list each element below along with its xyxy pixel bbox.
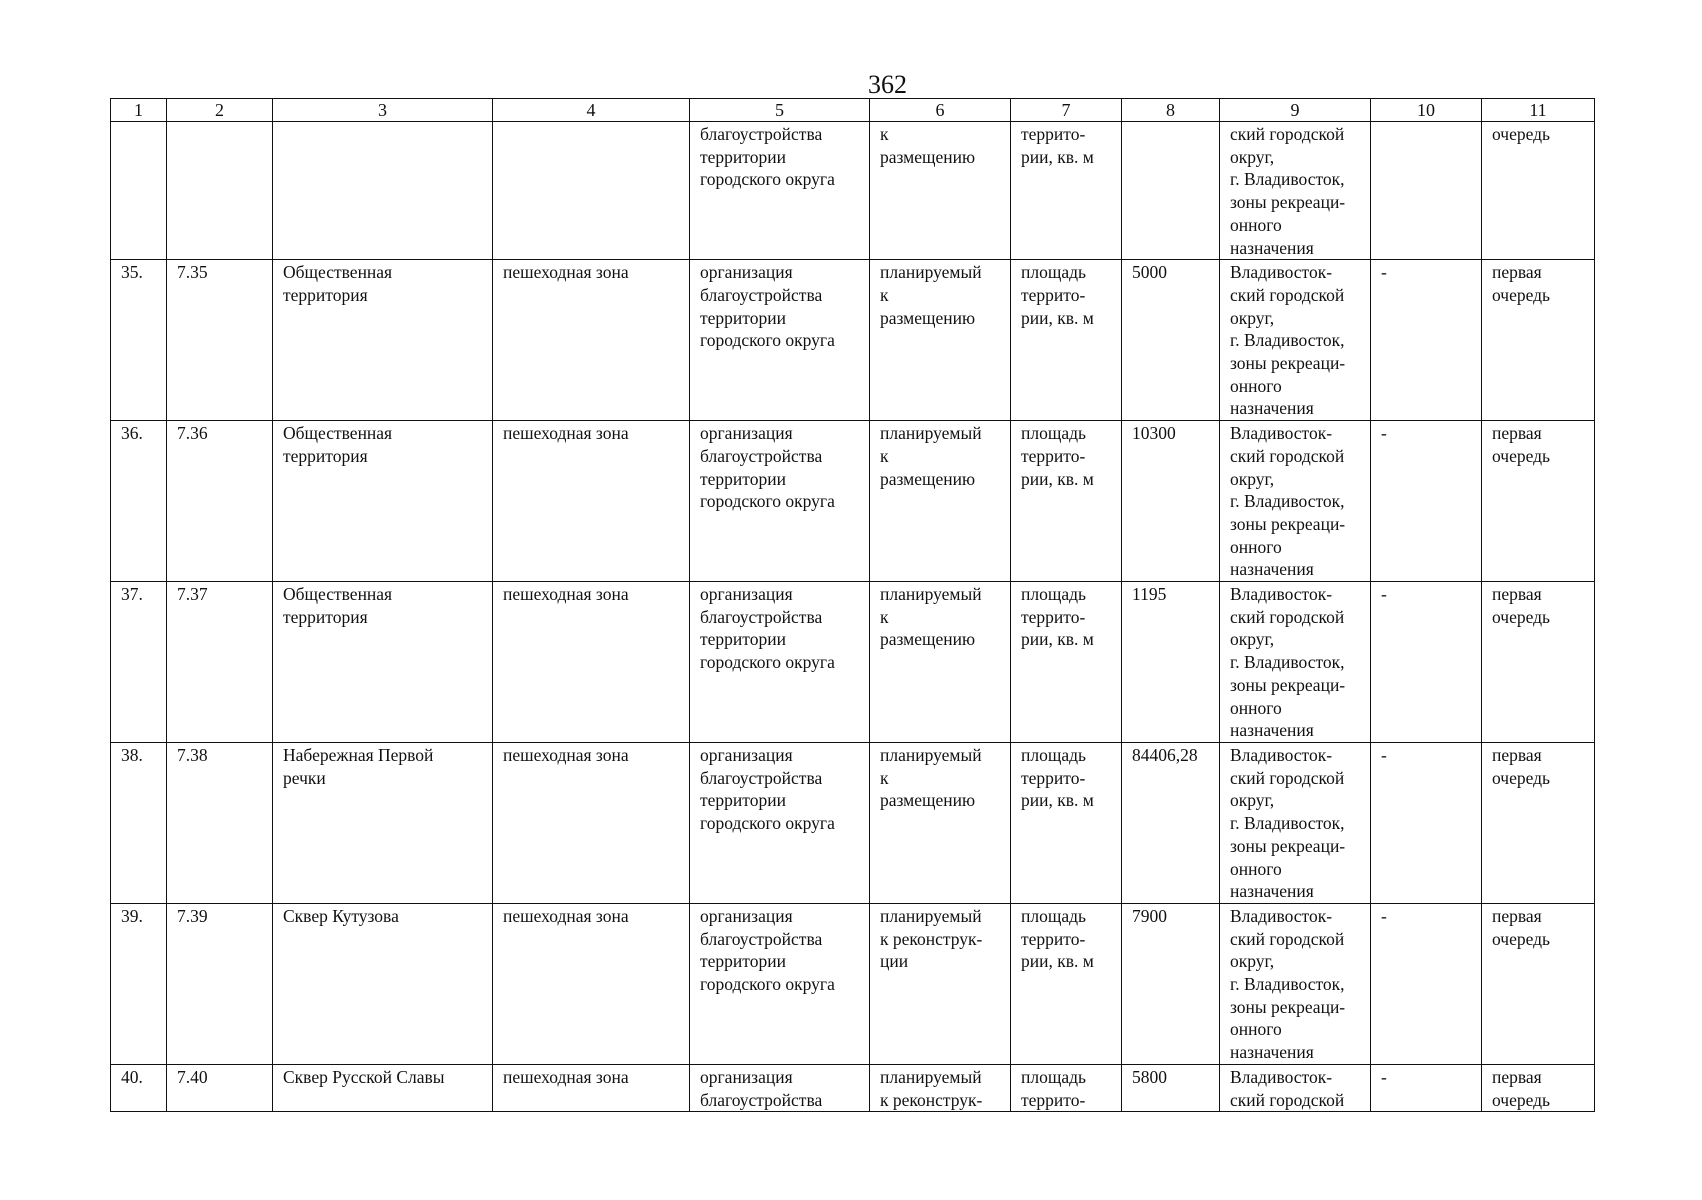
cell-status	[870, 903, 1011, 1064]
cell-code: 7.35	[167, 260, 273, 421]
cell-line: зоны рекреаци-	[1230, 835, 1346, 856]
cell-line: очередь	[1492, 1089, 1551, 1110]
cell-value: 7900	[1122, 903, 1220, 1064]
cell-line: к	[880, 606, 889, 627]
table-row	[111, 582, 1595, 743]
cell-location	[1220, 122, 1371, 260]
cell-line: террито-	[1021, 606, 1086, 627]
cell-line: рии, кв. м	[1021, 307, 1094, 328]
cell-line: очередь	[1492, 767, 1551, 788]
cell-line: округ,	[1230, 146, 1275, 167]
cell-line: площадь	[1021, 905, 1086, 926]
cell-line: террито-	[1021, 767, 1086, 788]
table-row	[111, 903, 1595, 1064]
cell-name	[273, 1064, 493, 1111]
cell-line: планируемый	[880, 262, 982, 283]
cell-purpose	[690, 122, 870, 260]
cell-line: очередь	[1492, 284, 1551, 305]
cell-line: зоны рекреаци-	[1230, 674, 1346, 695]
cell-line: террито-	[1021, 1089, 1086, 1110]
cell-line: террито-	[1021, 928, 1086, 949]
cell-line: размещению	[880, 629, 976, 650]
cell-location	[1220, 260, 1371, 421]
cell-status	[870, 582, 1011, 743]
cell-line: округ,	[1230, 468, 1275, 489]
cell-purpose	[690, 1064, 870, 1111]
cell-value: 1195	[1122, 582, 1220, 743]
cell-line: размещению	[880, 790, 976, 811]
cell-line: г. Владивосток,	[1230, 652, 1345, 673]
cell-line: планируемый	[880, 1066, 982, 1087]
cell-parameter	[1011, 1064, 1122, 1111]
cell-stage	[1482, 260, 1595, 421]
cell-status	[870, 260, 1011, 421]
cell-line: планируемый	[880, 744, 982, 765]
table-row	[111, 421, 1595, 582]
cell-line: зоны рекреаци-	[1230, 513, 1346, 534]
cell-line: онного	[1230, 214, 1282, 235]
cell-line: городского округа	[700, 652, 835, 673]
cell-line: городского округа	[700, 330, 835, 351]
cell-line: пешеходная зона	[503, 423, 629, 444]
cell-zone: -	[1371, 1064, 1482, 1111]
cell-line: онного	[1230, 1019, 1282, 1040]
cell-line: очередь	[1492, 928, 1551, 949]
cell-line: г. Владивосток,	[1230, 491, 1345, 512]
cell-line: Владивосток-	[1230, 905, 1333, 926]
cell-line: г. Владивосток,	[1230, 974, 1345, 995]
cell-line: благоустройства	[700, 606, 823, 627]
cell-col-3	[273, 122, 493, 260]
cell-line: планируемый	[880, 584, 982, 605]
cell-line: организация	[700, 584, 793, 605]
cell-line: первая	[1492, 423, 1542, 444]
cell-line: к реконструк-	[880, 1089, 983, 1110]
cell-line: площадь	[1021, 262, 1086, 283]
cell-line: первая	[1492, 584, 1542, 605]
cell-line: Общественная	[283, 262, 393, 283]
cell-line: территории	[700, 629, 786, 650]
cell-zone: -	[1371, 260, 1482, 421]
cell-line: территории	[700, 951, 786, 972]
cell-line: Общественная	[283, 584, 393, 605]
cell-col-2	[167, 122, 273, 260]
cell-name	[273, 260, 493, 421]
cell-line: организация	[700, 744, 793, 765]
cell-line: благоустройства	[700, 928, 823, 949]
cell-line: рии, кв. м	[1021, 790, 1094, 811]
cell-line: террито-	[1021, 445, 1086, 466]
cell-purpose	[690, 582, 870, 743]
cell-line: зоны рекреаци-	[1230, 996, 1346, 1017]
cell-stage	[1482, 421, 1595, 582]
cell-stage	[1482, 122, 1595, 260]
cell-line: первая	[1492, 1066, 1542, 1087]
column-header-2: 2	[167, 99, 273, 122]
cell-line: округ,	[1230, 629, 1275, 650]
cell-line: к	[880, 124, 889, 144]
cell-line: организация	[700, 423, 793, 444]
cell-row-number: 35.	[111, 260, 167, 421]
cell-status	[870, 421, 1011, 582]
cell-purpose	[690, 421, 870, 582]
cell-type	[493, 582, 690, 743]
column-header-3: 3	[273, 99, 493, 122]
cell-line: зоны рекреаци-	[1230, 353, 1346, 374]
cell-line: размещению	[880, 146, 976, 167]
cell-line: назначения	[1230, 1042, 1314, 1063]
cell-code: 7.37	[167, 582, 273, 743]
cell-line: благоустройства	[700, 284, 823, 305]
cell-line: городского округа	[700, 491, 835, 512]
cell-line: к	[880, 767, 889, 788]
cell-line: ский городской	[1230, 606, 1345, 627]
cell-line: городского округа	[700, 813, 835, 834]
cell-type	[493, 1064, 690, 1111]
cell-line: г. Владивосток,	[1230, 169, 1345, 190]
cell-location	[1220, 903, 1371, 1064]
cell-location	[1220, 742, 1371, 903]
cell-row-number: 36.	[111, 421, 167, 582]
cell-line: Владивосток-	[1230, 262, 1333, 283]
objects-table	[110, 98, 1595, 1112]
column-header-10: 10	[1371, 99, 1482, 122]
cell-line: г. Владивосток,	[1230, 813, 1345, 834]
cell-location	[1220, 1064, 1371, 1111]
cell-code: 7.39	[167, 903, 273, 1064]
cell-line: ский городской	[1230, 767, 1345, 788]
cell-line: рии, кв. м	[1021, 146, 1094, 167]
table-body	[111, 122, 1595, 1112]
cell-purpose	[690, 742, 870, 903]
cell-parameter	[1011, 582, 1122, 743]
cell-line: назначения	[1230, 720, 1314, 741]
table-row	[111, 1064, 1595, 1111]
cell-line: планируемый	[880, 905, 982, 926]
cell-zone: -	[1371, 421, 1482, 582]
cell-zone: -	[1371, 742, 1482, 903]
cell-line: Сквер Русской Славы	[283, 1066, 445, 1087]
cell-parameter	[1011, 903, 1122, 1064]
cell-line: пешеходная зона	[503, 584, 629, 605]
cell-line: округ,	[1230, 951, 1275, 972]
table-row	[111, 742, 1595, 903]
cell-line: округ,	[1230, 790, 1275, 811]
cell-col-4	[493, 122, 690, 260]
column-header-9: 9	[1220, 99, 1371, 122]
cell-line: пешеходная зона	[503, 262, 629, 283]
cell-line: территория	[283, 445, 368, 466]
cell-line: Владивосток-	[1230, 744, 1333, 765]
cell-stage	[1482, 903, 1595, 1064]
cell-line: очередь	[1492, 124, 1551, 144]
cell-line: Сквер Кутузова	[283, 905, 399, 926]
cell-line: округ,	[1230, 307, 1275, 328]
cell-line: площадь	[1021, 744, 1086, 765]
cell-line: площадь	[1021, 1066, 1086, 1087]
cell-col-1	[111, 122, 167, 260]
cell-line: террито-	[1021, 124, 1086, 144]
cell-value: 10300	[1122, 421, 1220, 582]
cell-line: территория	[283, 606, 368, 627]
cell-line: территории	[700, 790, 786, 811]
cell-line: речки	[283, 767, 326, 788]
table-row	[111, 260, 1595, 421]
cell-line: первая	[1492, 262, 1542, 283]
cell-value	[1122, 122, 1220, 260]
cell-line: благоустройства	[700, 767, 823, 788]
column-header-4: 4	[493, 99, 690, 122]
cell-parameter	[1011, 122, 1122, 260]
cell-line: организация	[700, 262, 793, 283]
cell-line: назначения	[1230, 881, 1314, 902]
cell-line: ции	[880, 951, 909, 972]
cell-code: 7.40	[167, 1064, 273, 1111]
cell-line: ский городской	[1230, 124, 1345, 144]
cell-line: первая	[1492, 905, 1542, 926]
cell-line: Общественная	[283, 423, 393, 444]
cell-stage	[1482, 742, 1595, 903]
cell-line: к	[880, 445, 889, 466]
cell-line: организация	[700, 905, 793, 926]
cell-line: к реконструк-	[880, 928, 983, 949]
cell-status	[870, 742, 1011, 903]
cell-value: 5800	[1122, 1064, 1220, 1111]
cell-line: первая	[1492, 744, 1542, 765]
cell-line: городского округа	[700, 169, 835, 190]
cell-line: площадь	[1021, 423, 1086, 444]
cell-zone: -	[1371, 582, 1482, 743]
cell-line: рии, кв. м	[1021, 629, 1094, 650]
cell-line: террито-	[1021, 284, 1086, 305]
cell-value: 5000	[1122, 260, 1220, 421]
cell-line: к	[880, 284, 889, 305]
cell-value: 84406,28	[1122, 742, 1220, 903]
cell-line: Владивосток-	[1230, 584, 1333, 605]
cell-line: онного	[1230, 375, 1282, 396]
cell-stage	[1482, 1064, 1595, 1111]
cell-row-number: 38.	[111, 742, 167, 903]
cell-name	[273, 582, 493, 743]
cell-location	[1220, 582, 1371, 743]
cell-line: очередь	[1492, 606, 1551, 627]
cell-line: Владивосток-	[1230, 1066, 1333, 1087]
cell-code: 7.38	[167, 742, 273, 903]
cell-name	[273, 742, 493, 903]
cell-status	[870, 1064, 1011, 1111]
cell-line: городского округа	[700, 974, 835, 995]
column-header-8: 8	[1122, 99, 1220, 122]
cell-status	[870, 122, 1011, 260]
cell-line: г. Владивосток,	[1230, 330, 1345, 351]
cell-line: благоустройства	[700, 124, 823, 144]
column-header-5: 5	[690, 99, 870, 122]
cell-type	[493, 903, 690, 1064]
cell-line: пешеходная зона	[503, 1066, 629, 1087]
cell-line: ский городской	[1230, 284, 1345, 305]
cell-line: размещению	[880, 307, 976, 328]
cell-line: рии, кв. м	[1021, 951, 1094, 972]
cell-line: территории	[700, 468, 786, 489]
cell-line: ский городской	[1230, 928, 1345, 949]
cell-line: площадь	[1021, 584, 1086, 605]
column-header-7: 7	[1011, 99, 1122, 122]
cell-line: назначения	[1230, 237, 1314, 258]
cell-row-number: 39.	[111, 903, 167, 1064]
cell-line: организация	[700, 1066, 793, 1087]
cell-parameter	[1011, 421, 1122, 582]
cell-code: 7.36	[167, 421, 273, 582]
cell-line: зоны рекреаци-	[1230, 192, 1346, 213]
cell-line: территории	[700, 146, 786, 167]
cell-line: очередь	[1492, 445, 1551, 466]
cell-line: рии, кв. м	[1021, 468, 1094, 489]
cell-line: благоустройства	[700, 445, 823, 466]
cell-line: онного	[1230, 536, 1282, 557]
cell-type	[493, 421, 690, 582]
cell-stage	[1482, 582, 1595, 743]
cell-line: назначения	[1230, 559, 1314, 580]
cell-line: Владивосток-	[1230, 423, 1333, 444]
cell-line: территории	[700, 307, 786, 328]
table-row-continuation	[111, 122, 1595, 260]
column-header-11: 11	[1482, 99, 1595, 122]
cell-line: Набережная Первой	[283, 744, 434, 765]
cell-zone	[1371, 122, 1482, 260]
cell-name	[273, 903, 493, 1064]
column-header-1: 1	[111, 99, 167, 122]
cell-line: онного	[1230, 697, 1282, 718]
cell-purpose	[690, 260, 870, 421]
page-number: 362	[868, 70, 907, 99]
column-header-6: 6	[870, 99, 1011, 122]
cell-parameter	[1011, 260, 1122, 421]
cell-line: пешеходная зона	[503, 744, 629, 765]
cell-line: ский городской	[1230, 1089, 1345, 1110]
cell-line: размещению	[880, 468, 976, 489]
cell-line: онного	[1230, 858, 1282, 879]
cell-purpose	[690, 903, 870, 1064]
cell-line: территория	[283, 284, 368, 305]
cell-line: назначения	[1230, 398, 1314, 419]
cell-type	[493, 742, 690, 903]
cell-row-number: 37.	[111, 582, 167, 743]
cell-line: пешеходная зона	[503, 905, 629, 926]
cell-type	[493, 260, 690, 421]
cell-row-number: 40.	[111, 1064, 167, 1111]
cell-parameter	[1011, 742, 1122, 903]
column-number-header	[111, 99, 1595, 122]
cell-line: ский городской	[1230, 445, 1345, 466]
cell-line: благоустройства	[700, 1089, 823, 1110]
cell-line: планируемый	[880, 423, 982, 444]
cell-zone: -	[1371, 903, 1482, 1064]
cell-name	[273, 421, 493, 582]
cell-location	[1220, 421, 1371, 582]
